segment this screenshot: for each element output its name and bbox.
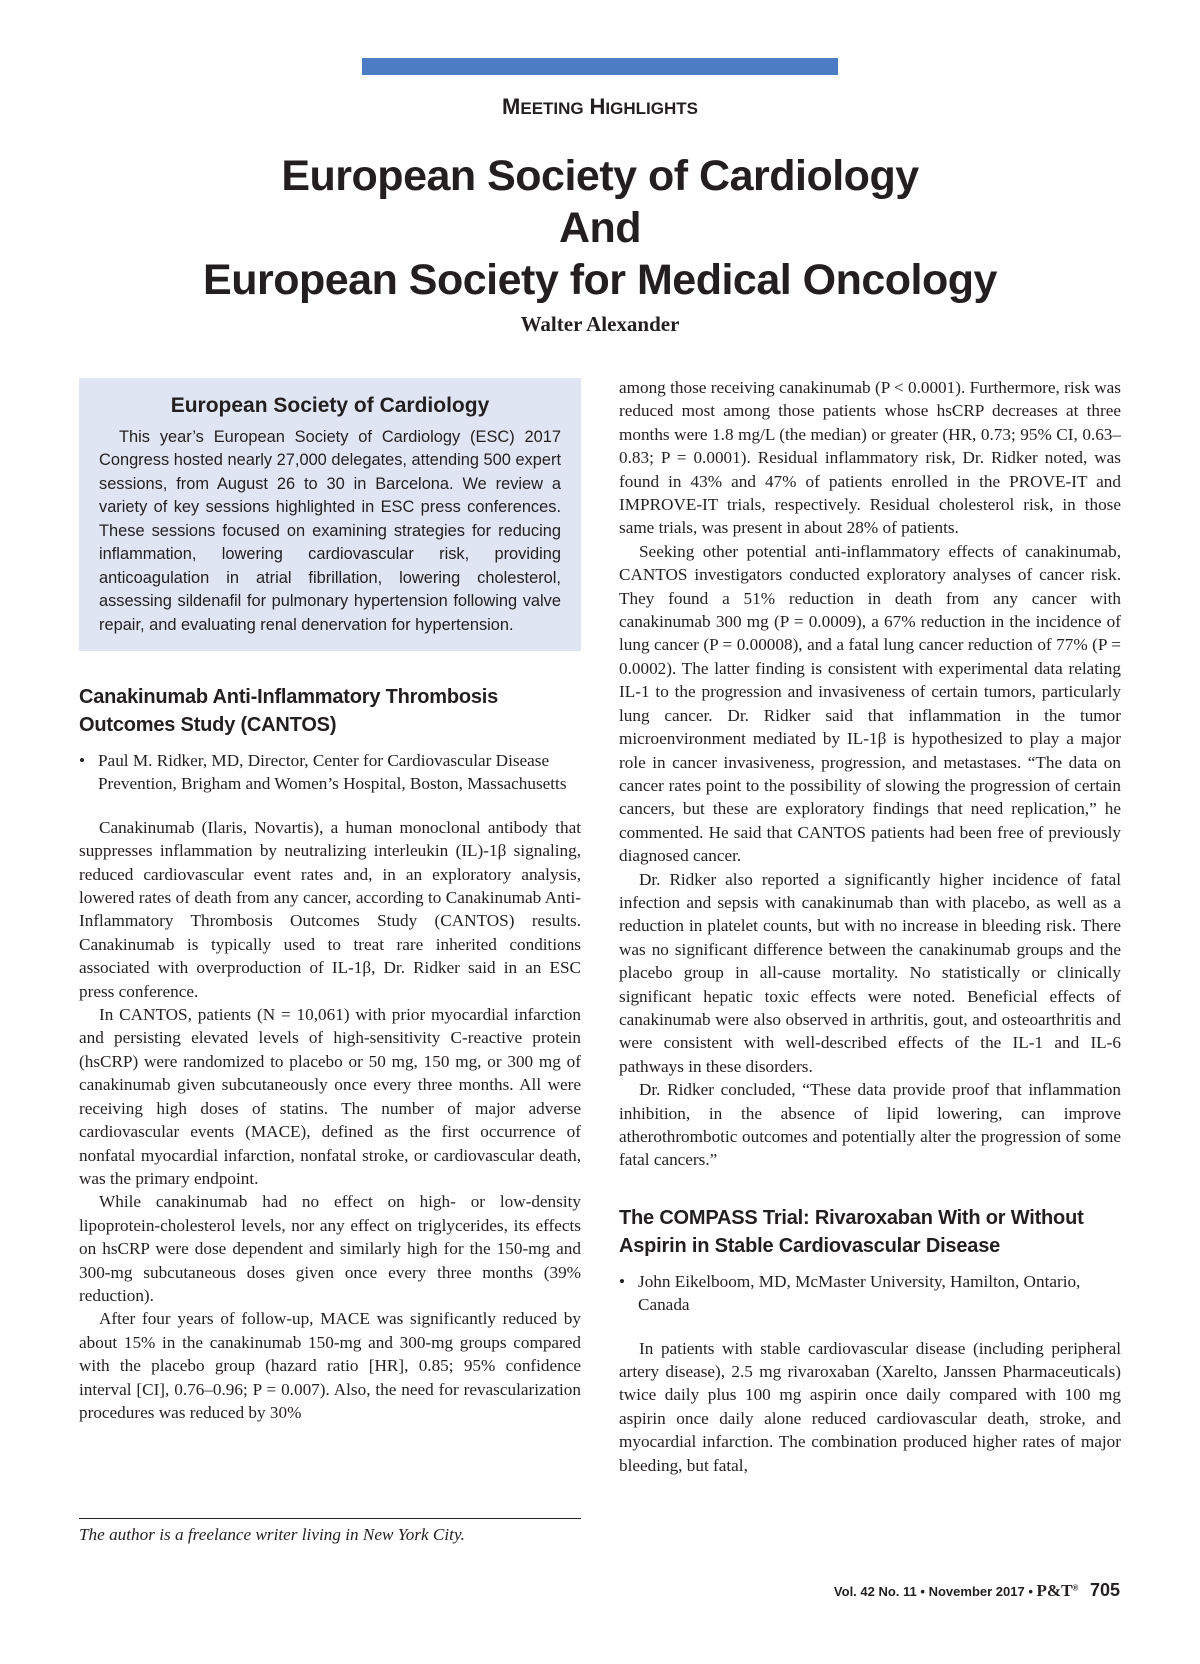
left-column <box>79 378 581 1424</box>
compass-presenter <box>619 1270 1121 1317</box>
intro-box-body: This year’s European Society of Cardiology (ESC) 2017 Congress hosted nearly 27,000 delegates, attending 500 expert sessions, from August 26 to 30 in Barcelona. We review a variety of key sessions highlighted in ESC press conferences. These sessions focused on examining strategies for reducing inflammation, lowering cardiovascular risk, providing anticoagulation in atrial fibrillation, lowering cholesterol, assessing sildenafil for pulmonary hypertension following valve repair, and evaluating renal denervation for hypertension. <box>99 427 561 634</box>
bullet-mark: • <box>619 1271 626 1291</box>
page-footer <box>834 1580 1120 1601</box>
body-paragraph: Dr. Ridker also reported a significantly higher incidence of fatal infection and sepsis with canakinumab than with placebo, as well as a reduction in platelet counts, but with no increase in bleeding risk. There was no significant difference between the canakinumab groups and the placebo group in all-cause mortality. No statistically or clinically significant hepatic toxic effects were noted. Beneficial effects of canakinumab were also observed in arthritis, gout, and osteoarthritis and were consistent with well-described effects of the IL-1 and IL-6 pathways in these disorders. <box>619 869 1121 1076</box>
footer-separator: • <box>920 1584 925 1599</box>
accent-bar <box>362 58 838 75</box>
volume-issue: Vol. 42 No. 11 <box>833 1584 917 1599</box>
author-byline: Walter Alexander <box>520 312 680 336</box>
right-column <box>619 376 1121 1477</box>
compass-presenter-text: John Eikelboom, MD, McMaster University, Hamilton, Ontario, Canada <box>638 1271 1081 1315</box>
intro-box-heading: European Society of Cardiology <box>170 394 490 417</box>
body-paragraph: among those receiving canakinumab (P < 0.0001). Furthermore, risk was reduced most among those patients whose hsCRP decreases at three months were 1.8 mg/L (the median) or greater (HR, 0.73; 95% CI, 0.63–0.83; P = 0.0001). Residual inflammatory risk, Dr. Ridker noted, was found in 43% and 47% of patients enrolled in the PROVE-IT and IMPROVE-IT trials, respectively. Residual cholesterol risk, in those same trials, was present in about 28% of patients. <box>619 378 1121 538</box>
cantos-paragraph: Canakinumab (Ilaris, Novartis), a human monoclonal antibody that suppresses inflammation by neutralizing interleukin (IL)-1β signaling, reduced cardiovascular event rates and, in an exploratory analysis, lowered rates of death from any cancer, according to Canakinumab Anti-Inflammatory Thrombosis Outcomes Study (CANTOS) results. Canakinumab is typically used to treat rare inherited conditions associated with overproduction of IL-1β, Dr. Ridker said in an ESC press conference. <box>79 817 581 1001</box>
body-paragraph: Dr. Ridker concluded, “These data provide proof that inflammation inhibition, in the absence of lipid lowering, can improve atherothrombotic outcomes and potentially alter the progression of some fatal cancers.” <box>619 1080 1121 1170</box>
cantos-presenter-text: Paul M. Ridker, MD, Director, Center for Cardiovascular Disease Prevention, Brigham and Women’s Hospital, Boston, Massachusetts <box>98 751 567 794</box>
author-footnote: The author is a freelance writer living in New York City. <box>79 1525 465 1544</box>
cantos-heading: Canakinumab Anti-Inflammatory Thrombosis Outcomes Study (CANTOS) <box>79 686 499 736</box>
page-title <box>0 150 1200 306</box>
footnote-divider <box>79 1518 581 1519</box>
issue-date: November 2017 <box>928 1584 1025 1599</box>
compass-paragraph: In patients with stable cardiovascular disease (including peripheral artery disease), 2.5 mg rivaroxaban (Xarelto, Janssen Pharmaceuticals) twice daily plus 100 mg aspirin once daily compared with 100 mg aspirin once daily alone reduced cardiovascular death, stroke, and myocardial infarction. The combination produced higher rates of major bleeding, but fatal, <box>619 1338 1121 1475</box>
cantos-paragraph: After four years of follow-up, MACE was significantly reduced by about 15% in the canakinumab 150-mg and 300-mg groups compared with the placebo group (hazard ratio [HR], 0.85; 95% confidence interval [CI], 0.76–0.96; P = 0.007). Also, the need for revascularization procedures was reduced by 30% <box>79 1309 581 1422</box>
page-number: 705 <box>1089 1580 1120 1600</box>
journal-name: P&T <box>1036 1581 1073 1600</box>
cantos-paragraph: In CANTOS, patients (N = 10,061) with prior myocardial infarction and persisting elevated levels of high-sensitivity C-reactive protein (hsCRP) were randomized to placebo or 50 mg, 150 mg, or 300 mg of canakinumab given subcutaneously once every three months. All were receiving high doses of statins. The number of major adverse cardiovascular events (MACE), defined as the first occurrence of nonfatal myocardial infarction, nonfatal stroke, or cardiovascular death, was the primary endpoint. <box>79 1005 581 1188</box>
body-paragraph: Seeking other potential anti-inflammatory effects of canakinumab, CANTOS investigators conducted exploratory analyses of cancer risk. They found a 51% reduction in death from any cancer with canakinumab 300 mg (P = 0.0009), a 67% reduction in the incidence of lung cancer (P = 0.00008), and a fatal lung cancer reduction of 77% (P = 0.0002). The latter finding is consistent with experimental data relating IL-1 to the progression and invasiveness of certain tumors, particularly lung cancer. Dr. Ridker said that inflammation in the tumor microenvironment mediated by IL-1β is hypothesized to play a major role in cancer invasiveness, progression, and metastases. “The data on cancer rates point to the possibility of slowing the progression of certain cancers, but these are exploratory findings that need replication,” he commented. He said that CANTOS patients had been free of previously diagnosed cancer. <box>619 541 1121 866</box>
cantos-presenter <box>79 749 581 796</box>
title-line-2: And <box>558 204 642 252</box>
bullet-mark: • <box>79 751 86 770</box>
cantos-paragraph: While canakinumab had no effect on high- or low-density lipoprotein-cholesterol levels, nor any effect on triglycerides, its effects on hsCRP were dose dependent and similarly high for the 150-mg and 300-mg subcutaneous doses given once every three months (39% reduction). <box>79 1192 581 1305</box>
intro-box <box>79 378 581 651</box>
compass-heading: The COMPASS Trial: Rivaroxaban With or Without Aspirin in Stable Cardiovascular Disease <box>619 1206 1084 1257</box>
title-line-3: European Society for Medical Oncology <box>203 256 997 304</box>
title-line-1: European Society of Cardiology <box>281 152 919 200</box>
footer-separator: • <box>1028 1584 1033 1599</box>
registered-mark: ® <box>1072 1583 1079 1593</box>
section-label: MEETING HIGHLIGHTS <box>502 94 698 119</box>
